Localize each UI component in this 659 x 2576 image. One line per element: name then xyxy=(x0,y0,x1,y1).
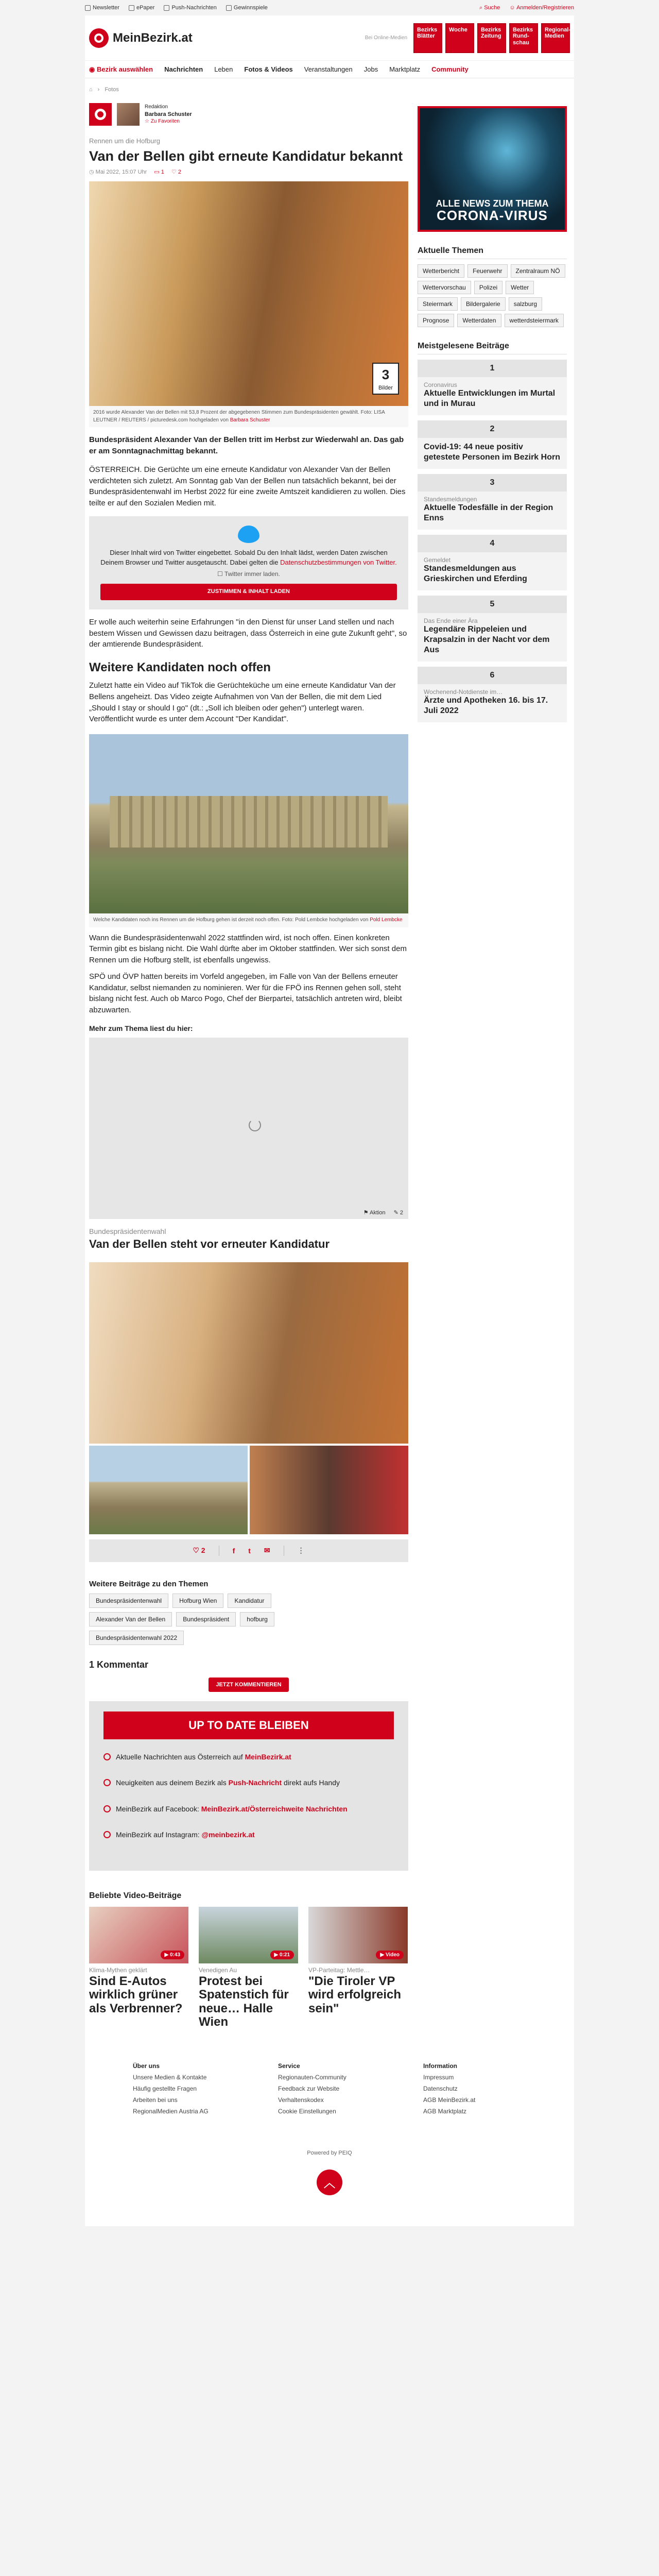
gewinnspiele-link[interactable]: Gewinnspiele xyxy=(226,5,268,11)
play-icon: ▶ 0:43 xyxy=(161,1951,184,1959)
author-box xyxy=(89,99,408,130)
footer-link[interactable]: Häufig gestellte Fragen xyxy=(133,2085,197,2093)
home-icon[interactable]: ⌂ xyxy=(89,87,93,93)
mostread-item[interactable]: 1 Coronavirus Aktuelle Entwicklungen im Murtal und in Murau xyxy=(418,360,567,415)
scroll-top-button[interactable] xyxy=(317,2170,342,2195)
comment-button[interactable]: JETZT KOMMENTIEREN xyxy=(209,1677,288,1692)
video-list xyxy=(89,1907,408,2029)
facebook-icon[interactable]: f xyxy=(232,1546,235,1555)
paper-bezirkszeitung[interactable]: Bezirks Zeitung xyxy=(477,23,506,53)
topic-tag[interactable]: Bundespräsident xyxy=(176,1612,236,1626)
search-link[interactable]: ⌕ Suche xyxy=(479,4,500,11)
footer-link[interactable]: Feedback zur Website xyxy=(278,2085,340,2093)
views-count: ▭ 1 xyxy=(154,169,164,176)
list-item: MeinBezirk auf Instagram: @meinbezirk.at xyxy=(103,1829,394,1840)
caption-author-link[interactable]: Pold Lembcke xyxy=(370,917,403,923)
trending-topics xyxy=(418,264,567,327)
topic-tag[interactable]: Feuerwehr xyxy=(467,264,507,278)
topic-tag[interactable]: Bundespräsidentenwahl xyxy=(89,1594,168,1608)
like-button[interactable]: ♡ 2 xyxy=(193,1546,205,1555)
video-thumbnail[interactable] xyxy=(199,1907,298,1963)
video-card[interactable]: ▶ 0:21 Venedigen Au Protest bei Spatenstich für neue… Halle Wien xyxy=(199,1907,298,2016)
nav-jobs[interactable]: Jobs xyxy=(363,65,378,73)
paper-rundschau[interactable]: Bezirks Rund-schau xyxy=(509,23,538,53)
paragraph: SPÖ und ÖVP hatten bereits im Vorfeld angegeben, im Falle von Van der Bellens erneuter Kandidatur, selbst niemanden zu nominieren. Wer für die FPÖ ins Rennen gehen soll, steht bislang nicht fest. Auch ob Marco Pogo, Chef der Bierpartei, tatsächlich antreten wird, bleibt abzuwarten. xyxy=(89,972,402,1015)
teaser-title[interactable]: Van der Bellen steht vor erneuter Kandidatur xyxy=(89,1237,330,1250)
gallery-badge[interactable]: 3 Bilder xyxy=(372,363,399,395)
topic-tag[interactable]: hofburg xyxy=(240,1612,274,1626)
nav-leben[interactable]: Leben xyxy=(214,65,233,73)
hero-caption: 2016 wurde Alexander Van der Bellen mit 53,8 Prozent der abgegebenen Stimmen zum Bundespräsidenten gewählt. Foto: LISA LEUTNER / REUTERS / picturedesk.com hochgeladen von Barbara Schuster xyxy=(89,406,408,427)
epaper-link[interactable]: ePaper xyxy=(129,5,154,11)
action-label: ⚑ Aktion xyxy=(363,1209,386,1216)
district-select[interactable]: ◉ Bezirk auswählen xyxy=(89,65,153,73)
twitter-always-checkbox[interactable]: ☐ Twitter immer laden. xyxy=(217,570,280,578)
chevron-up-icon: ︿ xyxy=(323,2176,335,2190)
breadcrumb: ⌂ › Fotos xyxy=(89,87,119,93)
paper-bezirksblaetter[interactable]: Bezirks Blätter xyxy=(413,23,442,53)
topic-tag[interactable]: Kandidatur xyxy=(228,1594,271,1608)
brand-name: MeinBezirk.at xyxy=(113,30,193,45)
topic-tag[interactable]: Wetterdaten xyxy=(457,314,501,327)
sidebar xyxy=(418,99,567,2016)
topic-tag[interactable]: Wetter xyxy=(506,281,534,294)
mostread-item[interactable]: 6 Wochenend-Notdienste im… Ärzte und Apotheken 16. bis 17. Juli 2022 xyxy=(418,667,567,722)
list-item: Aktuelle Nachrichten aus Österreich auf MeinBezirk.at xyxy=(103,1752,394,1762)
share-bar xyxy=(89,1539,408,1562)
topic-tag[interactable]: Wettervorschau xyxy=(418,281,471,294)
up-to-date-box xyxy=(89,1701,408,1871)
paragraph: Zuletzt hatte ein Video auf TikTok die Gerüchteküche um eine erneute Kandidatur Van der Bellens angeheizt. Das Video zeigte Aufnahmen von Van der Bellen, die mit dem Lied „Should I stay or should I go" (dt.: „Soll ich bleiben oder gehen") unterlegt waren. Veröffentlicht wurde es unter dem Account "Der Kandidat". xyxy=(89,681,396,724)
topics-title: Weitere Beiträge zu den Themen xyxy=(89,1579,209,1588)
caption-author-link[interactable]: Barbara Schuster xyxy=(230,417,270,423)
nav-fotos-videos[interactable]: Fotos & Videos xyxy=(244,65,293,73)
twitter-icon xyxy=(238,526,259,543)
play-icon: ▶ 0:21 xyxy=(270,1951,294,1959)
mostread-item[interactable]: 3 Standesmeldungen Aktuelle Todesfälle in der Region Enns xyxy=(418,474,567,530)
paper-regionalmedien[interactable]: Regional-Medien xyxy=(541,23,570,53)
article-title: Van der Bellen gibt erneute Kandidatur bekannt xyxy=(89,148,403,164)
topics-heading: Aktuelle Themen xyxy=(418,246,567,259)
thumbnail[interactable] xyxy=(250,1446,408,1534)
likes-count[interactable]: ♡ 2 xyxy=(171,169,181,176)
topic-tag[interactable]: Bundespräsidentenwahl 2022 xyxy=(89,1631,184,1645)
video-thumbnail[interactable] xyxy=(308,1907,408,1963)
brand-logo[interactable] xyxy=(89,28,193,48)
clock-icon: ◷ Mai 2022, 15:07 Uhr xyxy=(89,169,147,176)
twitter-privacy-link[interactable]: Datenschutzbestimmungen von Twitter. xyxy=(280,558,397,566)
corona-banner[interactable]: ALLE NEWS ZUM THEMA CORONA-VIRUS xyxy=(418,106,567,232)
footer-link[interactable]: Impressum xyxy=(423,2074,454,2081)
footer: Über uns Unsere Medien & Kontakte Häufig gestellte Fragen Arbeiten bei uns RegionalMedien Austria AG Service Regionauten-Community Feedback zur Website Verhaltenskodex Cookie Einstellungen Information Impressum Datenschutz AGB MeinBezirk.at AGB Marktplatz Powered by PEIQ ︿ xyxy=(85,2037,574,2226)
breadcrumb-fotos[interactable]: Fotos xyxy=(105,87,119,93)
newspaper-brands xyxy=(365,23,570,53)
search-icon: ⌕ xyxy=(479,4,484,11)
main-nav xyxy=(85,61,574,78)
footer-link[interactable]: Arbeiten bei uns xyxy=(133,2096,178,2104)
footer-link[interactable]: Datenschutz xyxy=(423,2085,458,2093)
nav-veranstaltungen[interactable]: Veranstaltungen xyxy=(304,65,353,73)
topic-tag[interactable]: Zentralraum NÖ xyxy=(511,264,565,278)
meinbezirk-link[interactable]: MeinBezirk.at xyxy=(245,1752,291,1761)
bullet-icon xyxy=(103,1753,111,1760)
more-heading: Mehr zum Thema liest du hier: xyxy=(89,1024,193,1032)
paper-woche[interactable]: Woche xyxy=(445,23,474,53)
twitter-embed: Dieser Inhalt wird von Twitter eingebettet. Sobald Du den Inhalt lädst, werden Daten zwischen Deinem Browser und Twitter ausgetauscht. Dabei gelten die Datenschutzbestimmungen von Twitter. ☐ Twitter immer laden. ZUSTIMMEN & INHALT LADEN xyxy=(89,516,408,609)
up-to-date-heading: UP TO DATE BLEIBEN xyxy=(103,1711,394,1739)
mail-share-icon[interactable]: ✉ xyxy=(264,1546,270,1555)
topic-tag[interactable]: wetterdsteiermark xyxy=(505,314,564,327)
comments-title: 1 Kommentar xyxy=(89,1659,149,1670)
user-icon: ☺ xyxy=(509,5,517,11)
newsletter-link[interactable]: Newsletter xyxy=(85,5,119,11)
related-embed[interactable] xyxy=(89,1038,408,1219)
location-icon: ◉ xyxy=(89,65,97,73)
nav-community[interactable]: Community xyxy=(431,65,469,73)
load-content-button[interactable]: ZUSTIMMEN & INHALT LADEN xyxy=(100,584,397,600)
mostread-item[interactable]: 4 Gemeldet Standesmeldungen aus Grieskirchen und Eferding xyxy=(418,535,567,590)
powered-by: Powered by PEIQ xyxy=(307,2150,352,2157)
footer-link[interactable]: AGB MeinBezirk.at xyxy=(423,2096,476,2104)
mail-icon xyxy=(85,5,91,11)
video-card[interactable]: ▶ 0:43 Klima-Mythen geklärt Sind E-Autos wirklich grüner als Verbrenner? xyxy=(89,1907,188,2016)
paragraph: Wann die Bundespräsidentenwahl 2022 stattfinden wird, ist noch offen. Einen konkreten Termin gibt es bislang nicht. Die Wahl dürfte aber im Oktober stattfinden. Wer sich sonst dem Rennen um die Hofburg stellt, ist ebenfalls ungewiss. xyxy=(89,933,407,965)
author-role: Redaktion xyxy=(145,104,168,110)
utility-bar xyxy=(85,0,574,15)
mostread-heading: Meistgelesene Beiträge xyxy=(418,342,567,354)
hero-image[interactable] xyxy=(89,181,408,406)
video-card[interactable]: ▶ Video VP-Parteitag: Mettle… "Die Tiroler VP wird erfolgreich sein" xyxy=(308,1907,408,2016)
push-link[interactable]: Push-Nachricht xyxy=(228,1778,282,1787)
article-kicker: Rennen um die Hofburg xyxy=(89,137,161,145)
nav-nachrichten[interactable]: Nachrichten xyxy=(164,65,203,73)
bell-icon xyxy=(164,5,169,11)
video-thumbnail[interactable] xyxy=(89,1907,188,1963)
nav-marktplatz[interactable]: Marktplatz xyxy=(389,65,421,73)
loading-spinner-icon xyxy=(249,1119,261,1131)
topic-tag[interactable]: Bildergalerie xyxy=(461,297,506,311)
login-link[interactable]: ☺ Anmelden/Registrieren xyxy=(509,5,574,11)
article xyxy=(89,99,408,2029)
topic-tag[interactable]: Wetterbericht xyxy=(418,264,464,278)
brands-hint: Bei Online-Medien xyxy=(365,35,407,41)
topic-tag[interactable]: Polizei xyxy=(474,281,502,294)
logo-icon xyxy=(89,28,109,48)
bullet-icon xyxy=(103,1779,111,1786)
mostread-item[interactable]: 5 Das Ende einer Ära Legendäre Rippeleien und Krapsalzin in der Nacht vor dem Aus xyxy=(418,596,567,662)
header xyxy=(85,15,574,61)
footer-link[interactable]: Cookie Einstellungen xyxy=(278,2108,336,2115)
push-link[interactable]: Push-Nachrichten xyxy=(164,5,216,11)
twitter-share-icon[interactable]: t xyxy=(248,1546,251,1555)
bullet-icon xyxy=(103,1831,111,1838)
thumbnail[interactable] xyxy=(89,1446,248,1534)
footer-link[interactable]: Regionauten-Community xyxy=(278,2074,346,2081)
hofburg-caption: Welche Kandidaten noch ins Rennen um die Hofburg gehen ist derzeit noch offen. Foto: Pold Lembcke hochgeladen von Pold Lembcke xyxy=(89,913,408,927)
teaser-image[interactable] xyxy=(89,1262,408,1444)
list-item: Neuigkeiten aus deinem Bezirk als Push-Nachricht direkt aufs Handy xyxy=(103,1777,394,1788)
footer-link[interactable]: Unsere Medien & Kontakte xyxy=(133,2074,207,2081)
hofburg-image[interactable] xyxy=(89,734,408,913)
page xyxy=(85,15,574,2037)
gift-icon xyxy=(226,5,232,11)
teaser-thumbnails xyxy=(89,1446,408,1534)
avatar[interactable] xyxy=(117,103,140,126)
comment-count: ✎ 2 xyxy=(393,1209,403,1216)
footer-link[interactable]: Verhaltenskodex xyxy=(278,2096,324,2104)
topic-tag[interactable]: Steiermark xyxy=(418,297,458,311)
topic-tag[interactable]: salzburg xyxy=(509,297,542,311)
instagram-link[interactable]: @meinbezirk.at xyxy=(201,1830,255,1839)
facebook-link[interactable]: MeinBezirk.at/Österreichweite Nachrichten xyxy=(201,1804,348,1813)
publisher-logo xyxy=(89,103,112,126)
star-icon: ☆ xyxy=(145,118,151,125)
section-heading: Weitere Kandidaten noch offen xyxy=(89,660,271,675)
play-icon: ▶ Video xyxy=(376,1951,404,1959)
footer-link[interactable]: AGB Marktplatz xyxy=(423,2108,467,2115)
list-item: MeinBezirk auf Facebook: MeinBezirk.at/Österreichweite Nachrichten xyxy=(103,1804,394,1814)
paragraph: ÖSTERREICH. Die Gerüchte um eine erneute Kandidatur von Alexander Van der Bellen verdichteten sich zuletzt. Am Sonntag gab Van der Bellen nun tatsächlich bekannt, bei der Bundespräsidentenwahl im Herbst 2022 für eine zweite Amtszeit kandidieren zu wollen. Dies teilte er auf den Sozialen Medien mit. xyxy=(89,465,406,508)
favorite-button[interactable]: ☆ Zu Favoriten xyxy=(145,118,180,125)
topic-tag[interactable]: Prognose xyxy=(418,314,454,327)
article-lead: Bundespräsident Alexander Van der Bellen tritt im Herbst zur Wiederwahl an. Das gab er am Sonntagnachmittag bekannt. xyxy=(89,435,404,456)
epaper-icon xyxy=(129,5,134,11)
more-icon[interactable]: ⋮ xyxy=(297,1546,305,1555)
videos-title: Beliebte Video-Beiträge xyxy=(89,1891,182,1901)
article-meta xyxy=(89,168,408,175)
topic-tags xyxy=(89,1594,326,1645)
teaser-kicker: Bundespräsidentenwahl xyxy=(89,1227,166,1235)
author-name[interactable]: Barbara Schuster xyxy=(145,111,192,117)
footer-link[interactable]: RegionalMedien Austria AG xyxy=(133,2108,209,2115)
topic-tag[interactable]: Hofburg Wien xyxy=(172,1594,223,1608)
bullet-icon xyxy=(103,1805,111,1812)
topic-tag[interactable]: Alexander Van der Bellen xyxy=(89,1612,172,1626)
mostread-item[interactable]: 2 Covid-19: 44 neue positiv getestete Personen im Bezirk Horn xyxy=(418,420,567,469)
paragraph: Er wolle auch weiterhin seine Erfahrungen "in den Dienst für unser Land stellen und nach bestem Wissen und Gewissen dazu beitragen, dass Österreich in eine gute Zukunft geht", so der amtierende Bundespräsident. xyxy=(89,617,407,649)
